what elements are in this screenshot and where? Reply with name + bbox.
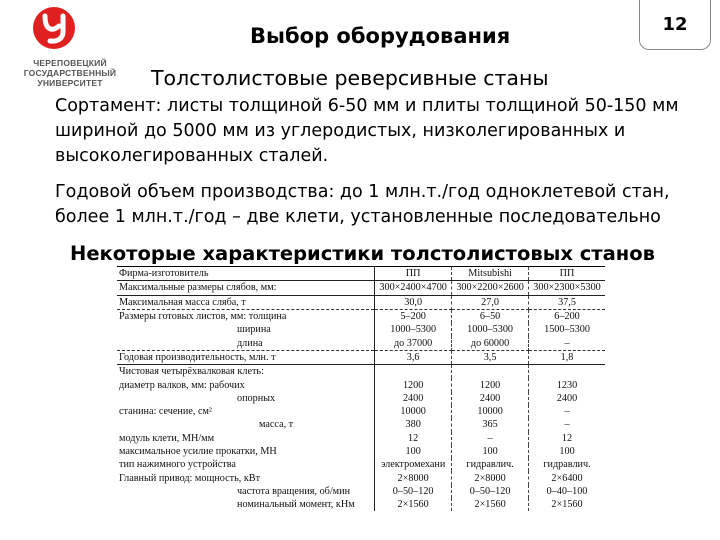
- row-value: 30,0: [375, 295, 452, 309]
- row-label: Чистовая четырёхвалковая клеть:: [117, 365, 375, 379]
- row-label: частота вращения, об/мин: [117, 485, 375, 498]
- table-row: [117, 418, 605, 431]
- table-row: [117, 405, 605, 418]
- table-title: Некоторые характеристики толстолистовых станов: [70, 242, 655, 265]
- row-label: опорных: [117, 392, 375, 405]
- table-row: [117, 350, 605, 364]
- table-row: [117, 267, 605, 281]
- table-row: [117, 445, 605, 458]
- row-value: 2×1560: [375, 498, 452, 511]
- row-value: 2×1560: [551, 499, 583, 511]
- row-value: 100: [452, 445, 529, 458]
- row-value: гидравлич.: [543, 459, 591, 471]
- row-value: 1,8: [529, 350, 605, 364]
- table-row: [117, 485, 605, 498]
- university-logo: [18, 6, 117, 96]
- row-value: до 37000: [375, 336, 452, 350]
- table-row: [117, 498, 605, 511]
- row-value: [452, 365, 529, 379]
- table-row: [117, 458, 605, 471]
- university-name-line: УНИВЕРСИТЕТ: [37, 78, 103, 88]
- row-value: 300×2200×2600: [452, 281, 529, 295]
- row-value: 5–200: [375, 309, 452, 323]
- row-label: диаметр валков, мм: рабочих: [117, 378, 375, 391]
- row-value: 3,5: [452, 350, 529, 364]
- table-row: [117, 392, 605, 405]
- row-label: тип нажимного устройства: [117, 458, 375, 471]
- row-value: 2×6400: [551, 472, 583, 484]
- row-label: номинальный момент, кНм: [117, 498, 375, 511]
- row-value: 1500–5300: [544, 324, 590, 336]
- row-value: 1000–5300: [375, 323, 452, 336]
- row-value: Mitsubishi: [452, 267, 529, 281]
- row-value: 2400: [375, 392, 452, 405]
- row-label: ширина: [117, 323, 375, 336]
- page-number: 12: [639, 0, 711, 50]
- row-value: 365: [452, 418, 529, 431]
- characteristics-table-scan: [117, 266, 605, 537]
- row-label: Годовая производительность, млн. т: [117, 350, 375, 364]
- row-value: 100: [375, 445, 452, 458]
- table-row: [117, 365, 605, 379]
- row-value: 1200: [375, 378, 452, 391]
- row-value: 2400: [452, 392, 529, 405]
- slide-subtitle: Толстолистовые реверсивные станы: [151, 66, 549, 90]
- row-value: –: [564, 419, 570, 431]
- row-value: [375, 365, 452, 379]
- slide-title: Выбор оборудования: [250, 24, 511, 48]
- row-value: 12: [375, 432, 452, 445]
- table-row: [117, 336, 605, 350]
- row-value: 0–50–120: [452, 485, 529, 498]
- row-value: 10000: [452, 405, 529, 418]
- table-row: [117, 309, 605, 323]
- row-value: 1230: [556, 379, 578, 391]
- row-label: максимальное усилие прокатки, МН: [117, 445, 375, 458]
- row-value: 300×2400×4700: [375, 281, 452, 295]
- row-label: станина: сечение, см²: [117, 405, 375, 418]
- row-value: 27,0: [452, 295, 529, 309]
- row-label: Главный привод: мощность, кВт: [117, 471, 375, 484]
- university-name-line: ЧЕРЕПОВЕЦКИЙ: [33, 58, 107, 68]
- row-value: 300×2300×5300: [529, 281, 605, 295]
- row-value: 6–200: [554, 311, 580, 323]
- row-value: 10000: [375, 405, 452, 418]
- row-value: [529, 365, 605, 379]
- row-value: 3,6: [375, 350, 452, 364]
- row-value: –: [564, 406, 570, 418]
- row-value: 380: [375, 418, 452, 431]
- row-value: 0–50–120: [375, 485, 452, 498]
- university-name: [18, 58, 122, 88]
- row-value: гидравлич.: [452, 458, 529, 471]
- logo-emblem-icon: [32, 6, 76, 50]
- row-value: 6–50: [452, 309, 529, 323]
- row-value: до 60000: [452, 336, 529, 350]
- row-label: модуль клети, МН/мм: [117, 432, 375, 445]
- row-value: 1200: [452, 378, 529, 391]
- row-label: Фирма-изготовитель: [117, 267, 375, 281]
- row-value: –: [529, 336, 605, 350]
- row-label: масса, т: [117, 418, 375, 431]
- row-value: 2×8000: [375, 471, 452, 484]
- characteristics-table: [117, 267, 605, 511]
- assortment-paragraph: Сортамент: листы толщиной 6-50 мм и плиты толщиной 50-150 мм шириной до 5000 мм из углеродистых, низколегированных и высоколегированных сталей.: [55, 96, 679, 166]
- table-row: [117, 295, 605, 309]
- row-value: 100: [559, 446, 575, 457]
- row-value: ПП: [375, 267, 452, 281]
- table-row: [117, 471, 605, 484]
- table-row: [117, 281, 605, 295]
- row-value: –: [452, 432, 529, 445]
- row-value: 37,5: [529, 295, 605, 309]
- row-value: электромехани: [375, 458, 452, 471]
- row-value: 2400: [556, 392, 578, 404]
- university-name-line: ГОСУДАРСТВЕННЫЙ: [23, 68, 117, 78]
- row-label: Размеры готовых листов, мм: толщина: [117, 309, 375, 323]
- row-value: 12: [561, 432, 573, 444]
- table-row: [117, 378, 605, 391]
- row-label: Максимальная масса сляба, т: [117, 295, 375, 309]
- row-value: 2×8000: [452, 471, 529, 484]
- row-value: 1000–5300: [452, 323, 529, 336]
- table-row: [117, 323, 605, 336]
- table-row: [117, 432, 605, 445]
- row-value: ПП: [529, 267, 605, 281]
- row-label: Максимальные размеры слябов, мм:: [117, 281, 375, 295]
- production-volume-paragraph: Годовой объем производства: до 1 млн.т./год одноклетевой стан, более 1 млн.т./год – две клети, установленные последовательно: [55, 182, 670, 227]
- row-label: длина: [117, 336, 375, 350]
- row-value: 2×1560: [452, 498, 529, 511]
- row-value: 0–40–100: [546, 485, 588, 497]
